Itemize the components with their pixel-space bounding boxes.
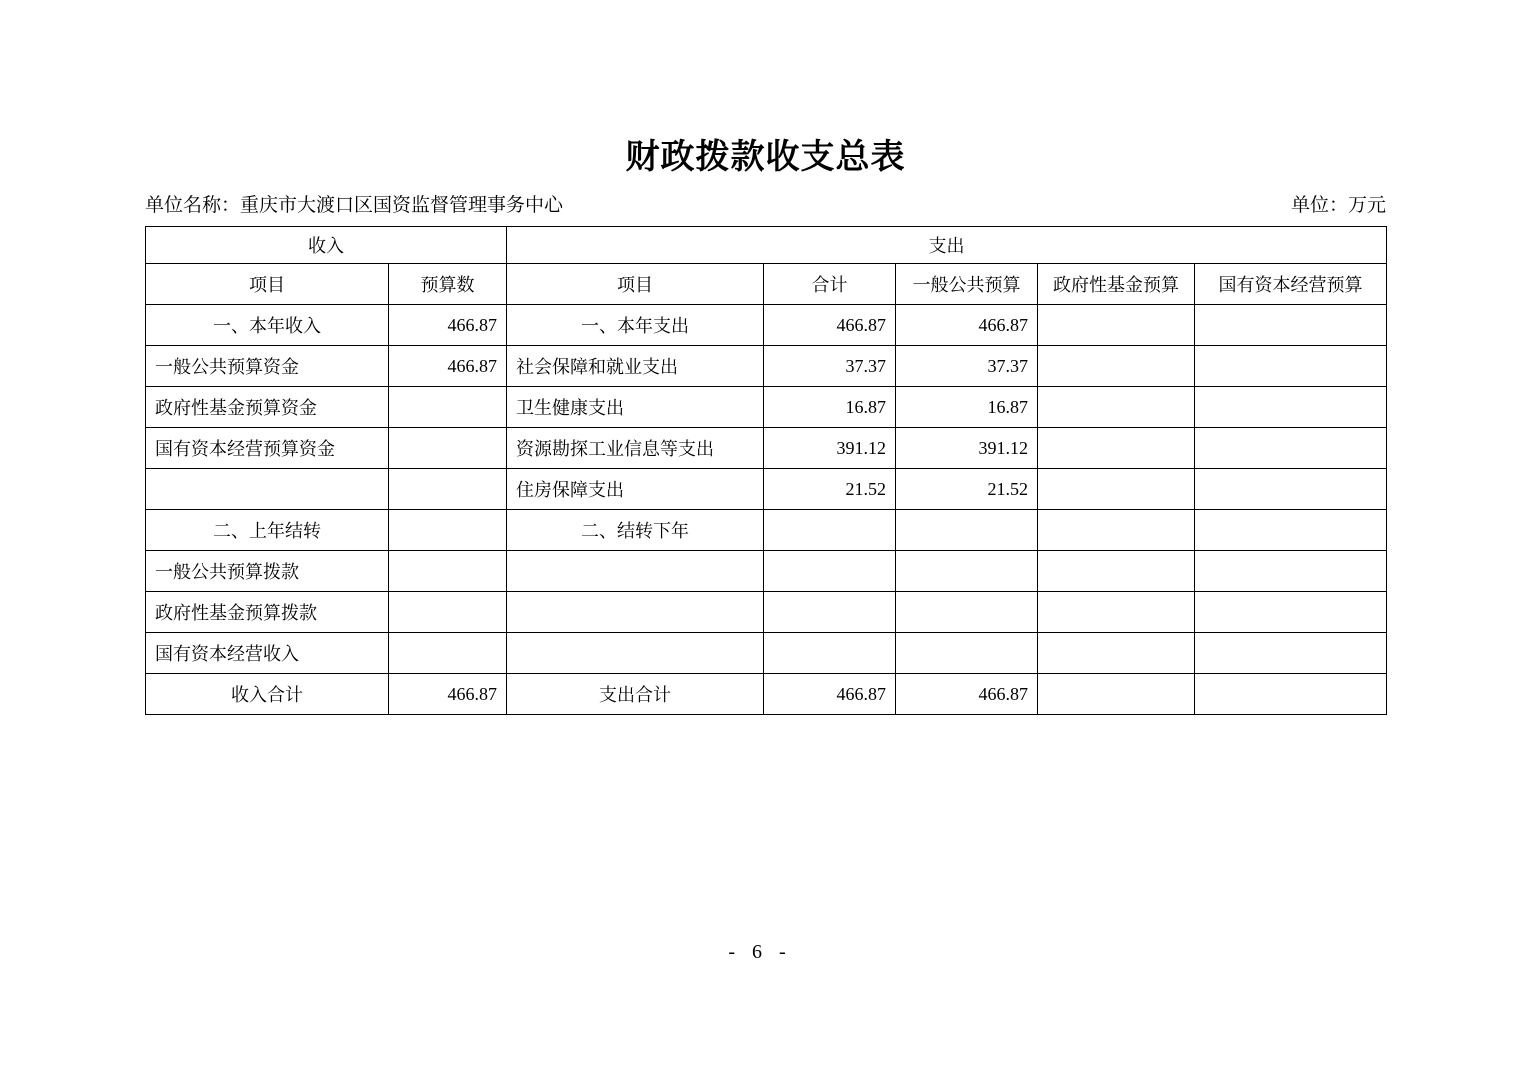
column-header-total: 合计 [764, 264, 896, 305]
income-item-cell [146, 469, 389, 510]
income-budget-cell [389, 387, 507, 428]
expenditure-total-cell: 466.87 [764, 674, 896, 715]
table-row [146, 633, 1387, 674]
expenditure-gov-fund-cell [1038, 551, 1195, 592]
expenditure-state-capital-cell [1195, 469, 1387, 510]
expenditure-state-capital-cell [1195, 387, 1387, 428]
table-row [146, 510, 1387, 551]
currency-unit-label: 单位：万元 [1290, 195, 1386, 216]
expenditure-total-cell [764, 592, 896, 633]
expenditure-total-cell: 16.87 [764, 387, 896, 428]
column-header-gov-fund-budget: 政府性基金预算 [1038, 264, 1195, 305]
expenditure-gov-fund-cell [1038, 510, 1195, 551]
page-title: 财政拨款收支总表 [625, 139, 906, 176]
expenditure-item-cell: 卫生健康支出 [507, 387, 764, 428]
unit-name-label: 单位名称：重庆市大渡口区国资监督管理事务中心 [145, 195, 564, 216]
expenditure-state-capital-cell [1195, 551, 1387, 592]
expenditure-state-capital-cell [1195, 592, 1387, 633]
expenditure-total-cell: 37.37 [764, 346, 896, 387]
expenditure-general-budget-cell: 21.52 [896, 469, 1038, 510]
expenditure-general-budget-cell [896, 510, 1038, 551]
income-item-cell: 一般公共预算资金 [146, 346, 389, 387]
income-item-cell: 国有资本经营收入 [146, 633, 389, 674]
income-item-cell: 一般公共预算拨款 [146, 551, 389, 592]
column-header-income-item: 项目 [146, 264, 389, 305]
expenditure-state-capital-cell [1195, 633, 1387, 674]
expenditure-gov-fund-cell [1038, 469, 1195, 510]
expenditure-state-capital-cell [1195, 346, 1387, 387]
income-budget-cell: 466.87 [389, 346, 507, 387]
table-row [146, 428, 1387, 469]
expenditure-gov-fund-cell [1038, 346, 1195, 387]
page-number: - 6 - [728, 941, 792, 963]
income-budget-cell [389, 633, 507, 674]
table-row [146, 469, 1387, 510]
column-header-general-public-budget: 一般公共预算 [896, 264, 1038, 305]
expenditure-gov-fund-cell [1038, 387, 1195, 428]
expenditure-total-cell: 466.87 [764, 305, 896, 346]
expenditure-item-cell [507, 551, 764, 592]
expenditure-total-cell [764, 633, 896, 674]
expenditure-item-cell: 资源勘探工业信息等支出 [507, 428, 764, 469]
income-budget-cell [389, 510, 507, 551]
expenditure-general-budget-cell [896, 551, 1038, 592]
expenditure-general-budget-cell: 37.37 [896, 346, 1038, 387]
expenditure-state-capital-cell [1195, 510, 1387, 551]
expenditure-item-cell [507, 633, 764, 674]
expenditure-gov-fund-cell [1038, 428, 1195, 469]
expenditure-item-cell: 二、结转下年 [507, 510, 764, 551]
table-row [146, 674, 1387, 715]
income-item-cell: 政府性基金预算资金 [146, 387, 389, 428]
expenditure-item-cell: 支出合计 [507, 674, 764, 715]
info-line [145, 194, 1386, 218]
expenditure-state-capital-cell [1195, 428, 1387, 469]
income-budget-cell: 466.87 [389, 674, 507, 715]
group-header-income: 收入 [146, 227, 507, 264]
table-row [146, 551, 1387, 592]
column-header-income-budget: 预算数 [389, 264, 507, 305]
income-budget-cell [389, 469, 507, 510]
column-header-state-capital-budget: 国有资本经营预算 [1195, 264, 1387, 305]
table-row [146, 346, 1387, 387]
group-header-row [146, 227, 1387, 264]
income-item-cell: 政府性基金预算拨款 [146, 592, 389, 633]
group-header-expenditure: 支出 [507, 227, 1387, 264]
income-item-cell: 一、本年收入 [146, 305, 389, 346]
income-item-cell: 收入合计 [146, 674, 389, 715]
expenditure-total-cell: 21.52 [764, 469, 896, 510]
table-body [146, 305, 1387, 715]
expenditure-gov-fund-cell [1038, 633, 1195, 674]
expenditure-general-budget-cell: 466.87 [896, 305, 1038, 346]
table-row [146, 387, 1387, 428]
expenditure-general-budget-cell: 466.87 [896, 674, 1038, 715]
table-row [146, 592, 1387, 633]
income-budget-cell [389, 428, 507, 469]
expenditure-total-cell: 391.12 [764, 428, 896, 469]
expenditure-item-cell: 社会保障和就业支出 [507, 346, 764, 387]
column-header-row [146, 264, 1387, 305]
table-row [146, 305, 1387, 346]
expenditure-item-cell: 一、本年支出 [507, 305, 764, 346]
column-header-expenditure-item: 项目 [507, 264, 764, 305]
expenditure-item-cell [507, 592, 764, 633]
expenditure-state-capital-cell [1195, 674, 1387, 715]
expenditure-item-cell: 住房保障支出 [507, 469, 764, 510]
expenditure-gov-fund-cell [1038, 592, 1195, 633]
expenditure-total-cell [764, 510, 896, 551]
expenditure-gov-fund-cell [1038, 674, 1195, 715]
income-budget-cell [389, 551, 507, 592]
expenditure-general-budget-cell [896, 592, 1038, 633]
income-budget-cell: 466.87 [389, 305, 507, 346]
expenditure-general-budget-cell: 16.87 [896, 387, 1038, 428]
expenditure-total-cell [764, 551, 896, 592]
income-item-cell: 国有资本经营预算资金 [146, 428, 389, 469]
budget-summary-table [145, 226, 1387, 715]
expenditure-state-capital-cell [1195, 305, 1387, 346]
expenditure-general-budget-cell: 391.12 [896, 428, 1038, 469]
expenditure-gov-fund-cell [1038, 305, 1195, 346]
income-item-cell: 二、上年结转 [146, 510, 389, 551]
expenditure-general-budget-cell [896, 633, 1038, 674]
income-budget-cell [389, 592, 507, 633]
